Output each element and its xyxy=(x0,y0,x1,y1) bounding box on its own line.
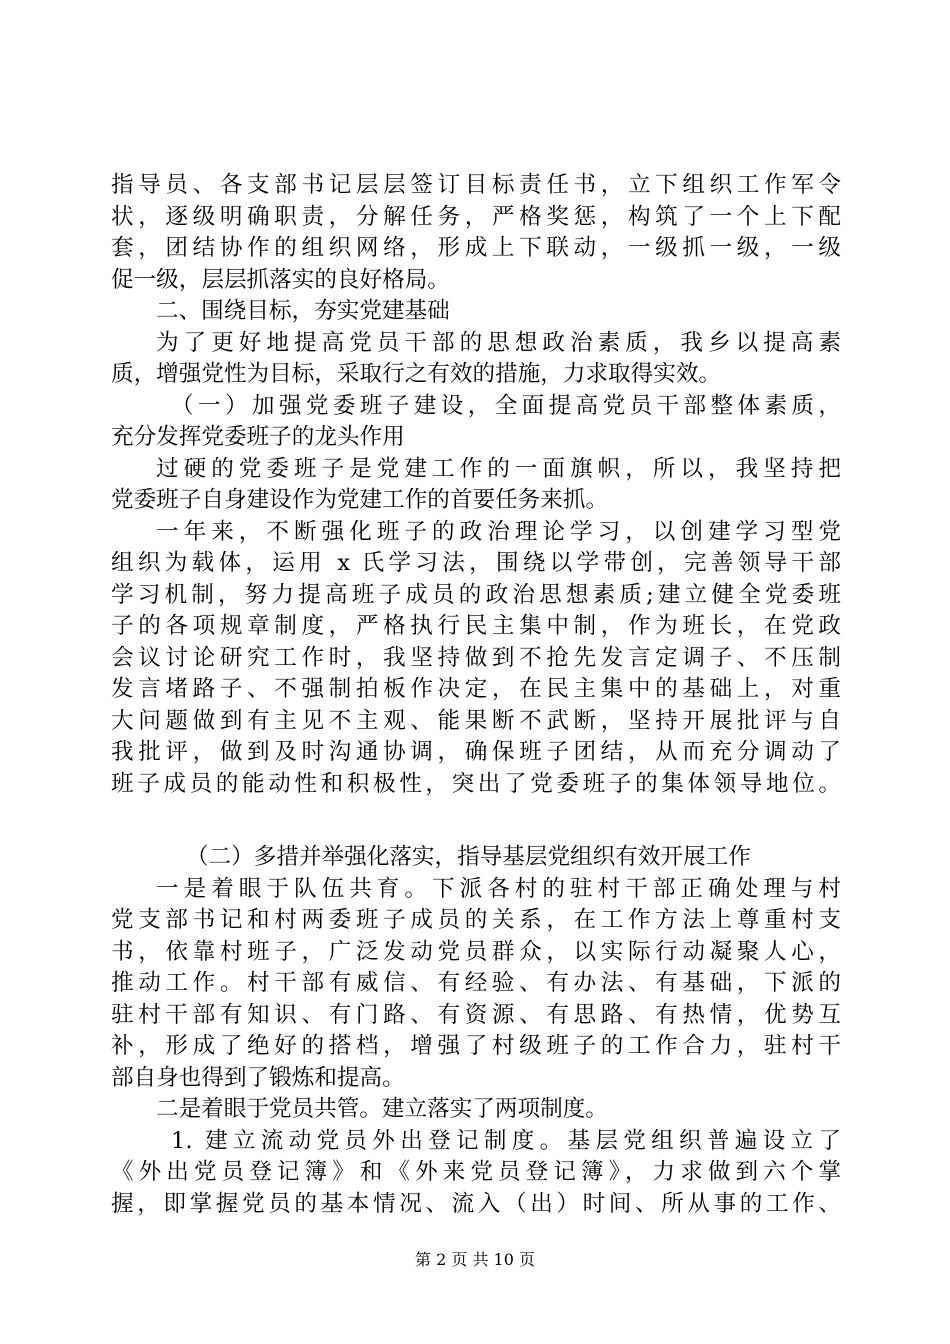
text-line: 充分发挥党委班子的龙头作用 xyxy=(111,424,405,450)
text-line: 党委班子自身建设作为党建工作的首要任务来抓。 xyxy=(111,487,609,513)
text-line: 过硬的党委班子是党建工作的一面旗帜，所以，我坚持把 xyxy=(156,455,841,482)
text-line: 状，逐级明确职责，分解任务，严格奖惩，构筑了一个上下配 xyxy=(111,203,841,230)
text-line: 推动工作。村干部有威信、有经验、有办法、有基础，下派的 xyxy=(111,970,841,996)
text-line: 二、围绕目标，夯实党建基础 xyxy=(156,298,450,324)
text-line: 子的各项规章制度，严格执行民主集中制，作为班长，在党政 xyxy=(111,613,841,639)
text-line: 指导员、各支部书记层层签订目标责任书，立下组织工作军令 xyxy=(111,172,841,198)
text-line: 会议讨论研究工作时，我坚持做到不抢先发言定调子、不压制 xyxy=(111,644,841,671)
text-line: 一是着眼于队伍共育。下派各村的驻村干部正确处理与村 xyxy=(156,875,841,902)
text-line: 班子成员的能动性和积极性，突出了党委班子的集体领导地位。 xyxy=(111,770,841,797)
text-line: 部自身也得到了锻炼和提高。 xyxy=(111,1064,405,1091)
page-footer: 第 2 页 共 10 页 xyxy=(415,1250,535,1269)
text-line: 驻村干部有知识、有门路、有资源、有思路、有热情，优势互 xyxy=(111,1001,841,1028)
text-line: 《外出党员登记簿》和《外来党员登记簿》，力求做到六个掌 xyxy=(111,1159,841,1185)
text-line: 质，增强党性为目标，采取行之有效的措施，力求取得实效。 xyxy=(111,361,722,387)
text-line: （二）多措并举强化落实，指导基层党组织有效开展工作 xyxy=(186,844,751,870)
text-line: 发言堵路子、不强制拍板作决定，在民主集中的基础上，对重 xyxy=(111,676,841,702)
text-line: 学习机制，努力提高班子成员的政治思想素质;建立健全党委班 xyxy=(111,581,841,608)
text-line: 组织为载体，运用 x 氏学习法，围绕以学带创，完善领导干部 xyxy=(111,550,841,576)
text-line: 我批评，做到及时沟通协调，确保班子团结，从而充分调动了 xyxy=(111,739,841,765)
text-line: 套，团结协作的组织网络，形成上下联动，一级抓一级，一级 xyxy=(111,235,841,261)
document-body xyxy=(111,170,841,1220)
text-line: 1. 建立流动党员外出登记制度。基层党组织普遍设立了 xyxy=(171,1127,841,1154)
text-line: 为了更好地提高党员干部的思想政治素质，我乡以提高素 xyxy=(156,329,841,356)
text-line: 补，形成了绝好的搭档，增强了村级班子的工作合力，驻村干 xyxy=(111,1033,841,1059)
text-line: 二是着眼于党员共管。建立落实了两项制度。 xyxy=(156,1096,608,1122)
text-line: 握，即掌握党员的基本情况、流入（出）时间、所从事的工作、 xyxy=(111,1190,841,1217)
text-line: 一年来，不断强化班子的政治理论学习，以创建学习型党 xyxy=(156,518,841,545)
text-line: （一）加强党委班子建设，全面提高党员干部整体素质， xyxy=(171,392,841,419)
text-line: 书，依靠村班子，广泛发动党员群众，以实际行动凝聚人心， xyxy=(111,938,841,965)
text-line: 大问题做到有主见不主观、能果断不武断，坚持开展批评与自 xyxy=(111,707,841,734)
text-line: 促一级，层层抓落实的良好格局。 xyxy=(111,266,450,293)
text-line: 党支部书记和村两委班子成员的关系，在工作方法上尊重村支 xyxy=(111,907,841,933)
